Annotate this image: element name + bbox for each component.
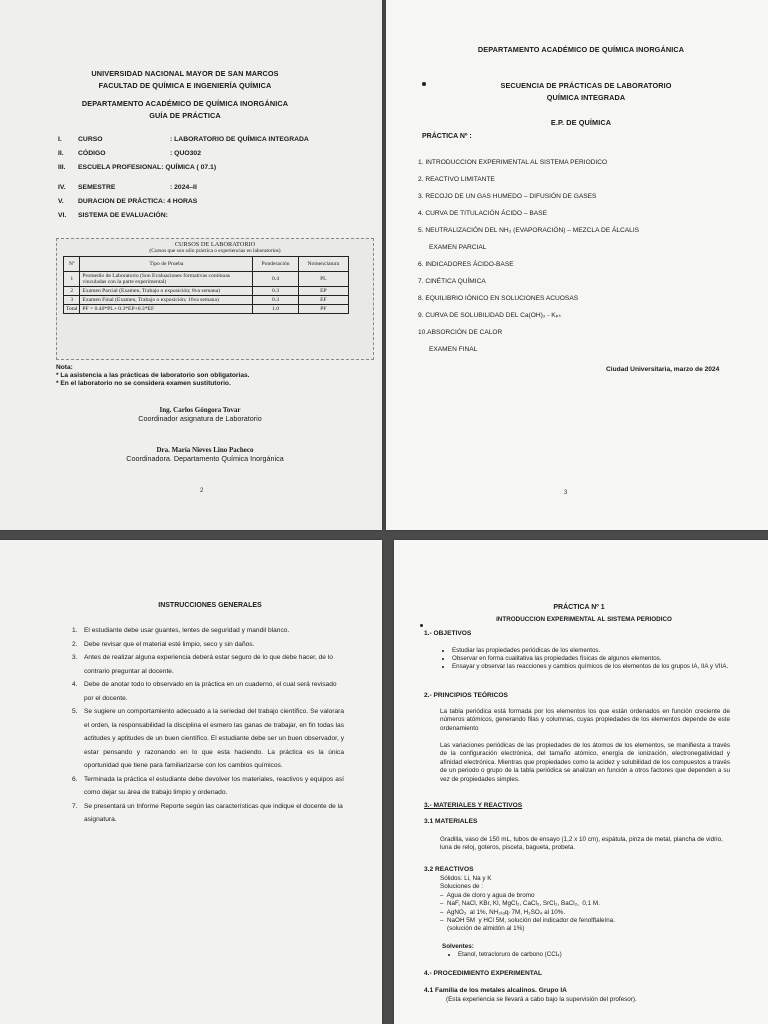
paragraph: Las variaciones periódicas de las propiedades de los átomos de los elementos, se manifiesta a través de la configuración electrónica, del tamaño atómico, energía de ionización, electronegatividad y afinidad electrónica. Mientras que propiedades como la acidez y solubilidad de los compuestos a través de un periodo o grupo de la tabla periódica se analizan en función a otros factores que dependen a su vez de propiedades simples.: [440, 742, 730, 783]
table-cell: 1.0: [253, 305, 298, 314]
info-key: CURSO: [78, 135, 103, 143]
column-header: Ponderación: [253, 257, 298, 272]
nota-line: * En el laboratorio no se considera examen sustitutorio.: [56, 380, 231, 387]
info-num: V.: [58, 197, 64, 205]
info-row: [58, 146, 358, 160]
column-header: Tipo de Prueba: [80, 257, 253, 272]
page-5: [394, 540, 768, 1024]
item-text: El estudiante debe usar guantes, lentes de seguridad y mandil blanco.: [84, 627, 290, 634]
practice-list: [418, 154, 758, 358]
section-objetivos: 1.- OBJETIVOS: [424, 630, 472, 637]
table-cell: PF = 0.40*PL+ 0.3*EP+0.3*EF: [80, 305, 253, 314]
list-item: 5. NEUTRALIZACIÓN DEL NH₃ (EVAPORACIÓN) – MEZCLA DE ÁLCALIS: [418, 227, 640, 234]
evaluation-table: [63, 256, 349, 314]
materials-text: Gradilla, vaso de 150 mL, tubos de ensayo (1,2 x 10 cm), espátula, pinza de metal, plancha de vidrio, luna de reloj, goteros, pisceta, bagueta, probeta.: [440, 836, 723, 852]
list-item: 7. CINÉTICA QUÍMICA: [418, 278, 486, 285]
table-cell: Examen Parcial (Examen, Trabajo o exposición; 8va semana): [80, 287, 253, 296]
list-item: [72, 638, 344, 652]
title-line: SECUENCIA DE PRÁCTICAS DE LABORATORIO: [500, 81, 672, 90]
title-line: QUÍMICA INTEGRADA: [546, 93, 626, 102]
list-item: • Ensayar y observar las reacciones y cambios químicos de los elementos de los grupos IA, IIA y VIIA.: [452, 663, 742, 671]
info-row: [58, 160, 358, 174]
list-item: – NaOH 5M y HCl 5M, solución del indicador de fenolftaleína.: [440, 917, 616, 925]
objectives-list: [438, 647, 742, 672]
list-item: Soluciones de :: [440, 883, 484, 891]
item-number: 7.: [72, 802, 78, 810]
page-4: [0, 540, 382, 1024]
institution-header: [60, 68, 310, 122]
table-header-row: [64, 257, 349, 272]
instructions-list: [72, 624, 344, 827]
table-cell: Examen Final (Examen, Trabajo o exposición; 16va semana): [80, 296, 253, 305]
info-num: IV.: [58, 183, 66, 191]
list-item: EXAMEN PARCIAL: [418, 244, 487, 251]
page-number: 3: [564, 490, 568, 496]
list-item: 9. CURVA DE SOLUBILIDAD DEL Ca(OH)₂ - Kₚₛ: [418, 312, 561, 319]
list-item: [72, 705, 344, 773]
table-row: [64, 272, 349, 287]
list-item: – AgNO₃ al 1%, NH₃₍ₐq₎ 7M, H₂SO₄ al 10%.: [440, 908, 566, 916]
list-item: [72, 678, 344, 705]
item-number: 2.: [72, 640, 78, 648]
item-text: Antes de realizar alguna experiencia deberá estar seguro de lo que debe hacer, de lo contrario preguntar al docente.: [84, 654, 333, 675]
experiment-note: (Esta experiencia se llevará a cabo bajo la supervisión del profesor).: [446, 996, 637, 1003]
ep-label: E.P. DE QUÍMICA: [550, 118, 612, 127]
item-number: 6.: [72, 775, 78, 783]
header-line: FACULTAD DE QUÍMICA E INGENIERÍA QUÍMICA: [98, 81, 272, 90]
table-cell: 2: [64, 287, 80, 296]
info-key: CÓDIGO: [78, 149, 106, 157]
signature-1: [100, 406, 300, 423]
nota-line: * La asistencia a las prácticas de laboratorio son obligatorias.: [56, 372, 250, 379]
table-cell: EP: [298, 287, 348, 296]
signer-name: Ing. Carlos Góngora Tovar: [159, 406, 241, 414]
item-number: 1.: [72, 627, 78, 634]
info-num: I.: [58, 135, 62, 143]
evaluation-table-frame: [56, 238, 374, 360]
table-cell: 3: [64, 296, 80, 305]
department-title: DEPARTAMENTO ACADÉMICO DE QUÍMICA INORGÁNICA: [477, 45, 685, 54]
list-item: [72, 624, 344, 638]
item-text: Se sugiere un comportamiento adecuado a la seriedad del trabajo científico. Se valorara el orden, la responsabilidad la disciplina el esmero las ganas de trabajar, en fin todas las actitudes y aptitudes de un buen científico. El estudiante debe ser un buen observador, y estar pensando y razonando en lo que esta haciendo. La práctica es la única oportunidad que tiene para familiarizarse con los cambios químicos.: [84, 708, 344, 769]
section-materiales: 3.1 MATERIALES: [424, 818, 478, 825]
city-date: Ciudad Universitaria, marzo de 2024: [606, 366, 720, 373]
table-cell: 0.4: [253, 272, 298, 287]
list-item: 8. EQUILIBRIO IÓNICO EN SOLUCIONES ACUOSAS: [418, 295, 579, 302]
nota-title: Nota:: [56, 364, 73, 371]
course-info: [58, 132, 358, 222]
table-cell: PF: [298, 305, 348, 314]
bullet-mark-icon: [422, 82, 426, 86]
list-item: 10.ABSORCIÓN DE CALOR: [418, 329, 503, 336]
info-value: : QUO302: [170, 149, 201, 157]
table-cell: 0.3: [253, 296, 298, 305]
list-item: 2. REACTIVO LIMITANTE: [418, 176, 495, 183]
instructions-title: INSTRUCCIONES GENERALES: [158, 602, 262, 609]
list-item: Sólidos: Li, Na y K: [440, 875, 492, 882]
table-cell: Total: [64, 305, 80, 314]
solvents-label: Solventes:: [442, 943, 474, 950]
section-familia-ia: 4.1 Familia de los metales alcalinos. Grupo IA: [424, 987, 567, 994]
practice-subtitle: INTRODUCCION EXPERIMENTAL AL SISTEMA PERIODICO: [496, 616, 672, 623]
info-row: [58, 194, 358, 208]
info-num: II.: [58, 149, 64, 157]
list-item: 3. RECOJO DE UN GAS HUMEDO – DIFUSIÓN DE GASES: [418, 193, 597, 200]
sequence-title: [456, 80, 716, 104]
notes: [56, 364, 356, 388]
info-num: VI.: [58, 211, 67, 219]
table-cell: Promedio de Laboratorio (Son Evaluaciones formativas continuas vinculadas con la parte experimental): [80, 272, 253, 287]
signer-name: Dra. María Nieves Lino Pacheco: [156, 446, 254, 454]
list-item: • Observar en forma cualitativa las propiedades físicas de algunos elementos.: [452, 655, 742, 663]
item-text: Debe revisar que el material esté limpio, seco y sin daños.: [84, 640, 255, 648]
list-item: • Estudiar las propiedades periódicas de los elementos.: [452, 647, 742, 655]
table-row: [64, 296, 349, 305]
page-2: [0, 0, 382, 530]
section-materiales-reactivos: 3.- MATERIALES Y REACTIVOS: [424, 802, 523, 809]
list-item: 1. INTRODUCCION EXPERIMENTAL AL SISTEMA PERIODICO: [418, 159, 608, 166]
list-item: • Etanol, tetracloruro de carbono (CCl₄): [458, 951, 738, 959]
practica-label: PRÁCTICA Nº :: [422, 133, 472, 140]
header-line: GUÍA DE PRÁCTICA: [149, 111, 221, 120]
table-cell: PL: [298, 272, 348, 287]
bullet-mark-icon: [420, 624, 423, 627]
list-item: (solución de almidón al 1%): [440, 925, 525, 933]
info-num: III.: [58, 163, 66, 171]
column-header: Nº: [64, 257, 80, 272]
info-row: [58, 180, 358, 194]
info-value: : LABORATORIO DE QUÍMICA INTEGRADA: [170, 135, 309, 143]
signature-2: [90, 446, 320, 463]
info-key: DURACION DE PRÁCTICA: 4 HORAS: [78, 197, 198, 205]
list-item: 4. CURVA DE TITULACIÓN ÁCIDO – BASE: [418, 210, 547, 217]
info-row: [58, 132, 358, 146]
info-key: ESCUELA PROFESIONAL: QUÍMICA ( 07.1): [78, 163, 217, 171]
table-subcaption: (Cursos que son sólo práctica o experiencias en laboratorios): [149, 248, 281, 254]
table-cell: 1: [64, 272, 80, 287]
header-line: DEPARTAMENTO ACADÉMICO DE QUÍMICA INORGÁNICA: [81, 99, 289, 108]
column-header: Nomenclatura: [298, 257, 348, 272]
list-item: – Agua de cloro y agua de bromo: [440, 891, 535, 899]
table-cell: EF: [298, 296, 348, 305]
table-cell: 0.3: [253, 287, 298, 296]
item-number: 4.: [72, 681, 78, 688]
info-key: SISTEMA DE EVALUACIÓN:: [78, 211, 168, 219]
table-total-row: [64, 305, 349, 314]
section-principios: 2.- PRINCIPIOS TEÓRICOS: [424, 692, 508, 699]
page-3: [386, 0, 768, 530]
list-item: [72, 651, 344, 678]
info-value: : 2024–II: [170, 183, 197, 191]
section-procedimiento: 4.- PROCEDIMIENTO EXPERIMENTAL: [424, 970, 543, 977]
section-reactivos: 3.2 REACTIVOS: [424, 866, 474, 873]
list-item: EXAMEN FINAL: [418, 346, 478, 353]
signer-role: Coordinador asignatura de Laboratorio: [138, 414, 262, 423]
item-text: Se presentará un Informe Reporte según las características que indique el docente de la asignatura.: [84, 802, 343, 823]
info-key: SEMESTRE: [78, 183, 116, 191]
info-row: [58, 208, 358, 222]
list-item: [72, 800, 344, 827]
item-number: 3.: [72, 654, 78, 661]
list-item: [72, 773, 344, 800]
paragraph: La tabla periódica está formada por los elementos los que están ordenados en función creciente de números atómicos, generando filas y columnas, cuyas propiedades de los elementos depende de este ordenamiento: [440, 708, 730, 732]
item-number: 5.: [72, 708, 78, 715]
item-text: Terminada la práctica el estudiante debe devolver los materiales, reactivos y equipos así como dejar su área de trabajo limpio y ordenado.: [84, 775, 344, 796]
reagents-list: [440, 875, 740, 934]
practice-title: PRÁCTICA Nº 1: [553, 604, 605, 611]
item-text: Debe de anotar todo lo observado en la práctica en un cuaderno, el cual será revisado por el docente.: [84, 681, 337, 702]
solvents-list: [444, 951, 738, 959]
page-number: 2: [200, 488, 204, 494]
header-line: UNIVERSIDAD NACIONAL MAYOR DE SAN MARCOS: [91, 69, 279, 78]
table-caption: CURSOS DE LABORATORIO: [174, 241, 256, 248]
list-item: 6. INDICADORES ÁCIDO-BASE: [418, 261, 514, 268]
table-row: [64, 287, 349, 296]
signer-role: Coordinadora. Departamento Química Inorgánica: [126, 454, 284, 463]
list-item: – NaF, NaCl, KBr, KI, MgCl₂, CaCl₂, SrCl₂, BaCl₂, 0,1 M.: [440, 900, 600, 908]
